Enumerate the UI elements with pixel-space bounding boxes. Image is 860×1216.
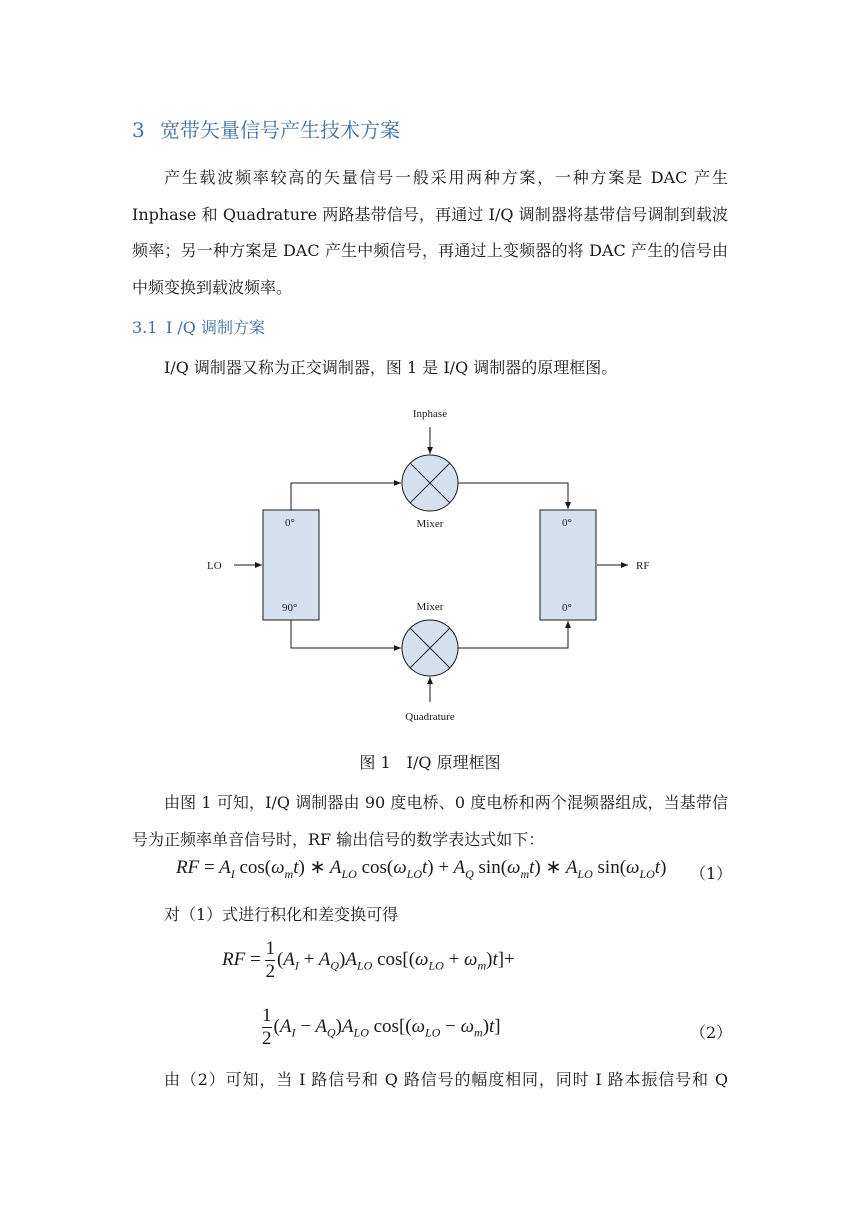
equation-1: RF = $A_I$ $\cos(\omega_mt)$ ∗ $A_{LO}$ $\cos(\omega_{LO}t) + A_Q$ $\sin(\omega_mt)$ ∗ $A_{LO}$ $\sin(\omega_{LO}t)$ <box>176 857 667 881</box>
paragraph-1: 产生载波频率较高的矢量信号一般采用两种方案，一种方案是 DAC 产生 Inphase 和 Quadrature 两路基带信号，再通过 I/Q 调制器将基带信号调制到载波频率；另一种方案是 DAC 产生中频信号，再通过上变频器的将 DAC 产生的信号由中频变换到载波频率。 <box>132 168 728 297</box>
equation-2-line-1: RF = $\frac{1}{2}$ $(A_I + A_Q)A_{LO}$ $\cos[(\omega_{LO} + \omega_m)t]+$ <box>222 938 515 982</box>
label-mixer-top: Mixer <box>416 518 444 530</box>
paragraph-3: 由图 1 可知，I/Q 调制器由 90 度电桥、0 度电桥和两个混频器组成，当基带信号为正频率单音信号时，RF 输出信号的数学表达式如下： <box>132 793 728 849</box>
subsection-title: I /Q 调制方案 <box>166 318 266 337</box>
label-left-bottom-phase: 90° <box>282 602 298 614</box>
subsection-number: 3.1 <box>132 318 158 337</box>
equation-1-number: （1） <box>690 864 733 883</box>
label-right-bottom-phase: 0° <box>562 602 572 614</box>
wire-left-bottom <box>291 620 401 648</box>
mixer-bottom-symbol <box>402 620 458 676</box>
figure-caption <box>0 750 860 773</box>
label-quadrature: Quadrature <box>405 711 455 723</box>
label-left-top-phase: 0° <box>285 517 295 529</box>
wire-right-top <box>458 483 568 509</box>
paragraph-4: 对（1）式进行积化和差变换可得 <box>164 905 399 924</box>
section-number: 3 <box>132 118 145 142</box>
label-mixer-bottom: Mixer <box>416 601 444 613</box>
figure-label: 图 1 <box>359 753 391 772</box>
label-right-top-phase: 0° <box>562 517 572 529</box>
label-inphase: Inphase <box>412 408 448 420</box>
equation-2-line-2: $\frac{1}{2}$ $(A_I - A_Q)A_{LO}$ $\cos[(\omega_{LO} - \omega_m)t]$ <box>262 1005 501 1049</box>
paragraph-5: 由（2）可知，当 I 路信号和 Q 路信号的幅度相同，同时 I 路本振信号和 Q <box>164 1070 728 1089</box>
section-title: 宽带矢量信号产生技术方案 <box>160 118 400 142</box>
label-lo: LO <box>207 560 222 572</box>
label-rf: RF <box>636 560 650 572</box>
paragraph-2: I/Q 调制器又称为正交调制器，图 1 是 I/Q 调制器的原理框图。 <box>164 358 618 377</box>
wire-right-bottom <box>458 621 568 648</box>
figure-caption-text: I/Q 原理框图 <box>406 753 501 772</box>
wire-left-top <box>291 483 401 510</box>
mixer-top-symbol <box>402 455 458 511</box>
equation-2-number: （2） <box>690 1023 733 1042</box>
